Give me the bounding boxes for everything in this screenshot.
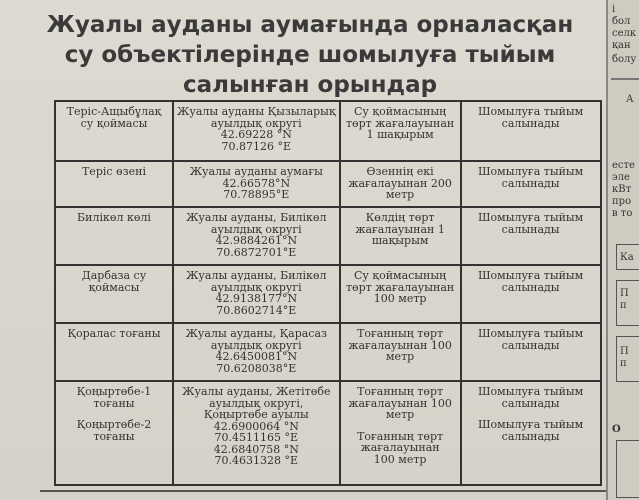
side-text: про <box>612 196 632 207</box>
water-body-name: Теріс өзені <box>55 161 173 207</box>
location-cell: Жуалы ауданы, Жетітөбе ауылдық округі, Қоңыртөбе ауылы 42.6900064 °N 70.4511165 °E 42.6840758 °N 70.4631328 °E <box>173 381 340 485</box>
zone-cell: Су қоймасының төрт жағалауынан 100 метр <box>340 265 461 323</box>
side-text: селк <box>612 28 637 39</box>
side-text: болу <box>612 54 637 65</box>
table-row <box>55 323 601 381</box>
side-text: п <box>620 300 627 311</box>
zone-cell: Су қоймасының төрт жағалауынан 1 шақырым <box>340 101 461 161</box>
title-line-2: су объектілерінде шомылуға тыйым <box>64 42 556 68</box>
side-text: Ка <box>620 252 634 263</box>
status-cell: Шомылуға тыйым салынады <box>461 323 601 381</box>
status-cell: Шомылуға тыйым салынады <box>461 265 601 323</box>
swimming-ban-table <box>54 100 602 486</box>
water-body-name: Қоңыртөбе-1 тоғаны Қоңыртөбе-2 тоғаны <box>55 381 173 485</box>
status-cell: Шомылуға тыйым салынады <box>461 207 601 265</box>
bottom-rule <box>40 490 606 492</box>
side-text: А <box>626 94 634 105</box>
side-text: П <box>620 346 629 357</box>
status-cell: Шомылуға тыйым салынады <box>461 101 601 161</box>
location-cell: Жуалы ауданы, Қарасаз ауылдық округі 42.6450081°N 70.6208038°E <box>173 323 340 381</box>
adjacent-column-fragment <box>606 0 639 500</box>
zone-cell: Көлдің төрт жағалауынан 1 шақырым <box>340 207 461 265</box>
zone-cell: Өзеннің екі жағалауынан 200 метр <box>340 161 461 207</box>
side-text: эле <box>612 172 630 183</box>
table-row <box>55 381 601 485</box>
side-box <box>616 440 639 498</box>
article-title <box>20 10 600 100</box>
side-text: і <box>612 4 616 15</box>
location-cell: Жуалы ауданы, Билікөл ауылдық округі 42.9138177°N 70.8602714°E <box>173 265 340 323</box>
water-body-name: Қоралас тоғаны <box>55 323 173 381</box>
zone-cell: Тоғанның төрт жағалауынан 100 метр <box>340 323 461 381</box>
table-row <box>55 161 601 207</box>
side-text: в то <box>612 208 633 219</box>
location-cell: Жуалы ауданы Қызыларық ауылдық округі 42.69228 °N 70.87126 °E <box>173 101 340 161</box>
table-row <box>55 265 601 323</box>
side-divider <box>611 78 639 80</box>
zone-cell: Тоғанның төрт жағалауынан 100 метр Тоғанның төрт жағалауынан 100 метр <box>340 381 461 485</box>
side-text: қан <box>612 40 631 51</box>
side-text: П <box>620 288 629 299</box>
side-text: п <box>620 358 627 369</box>
side-text: бол <box>612 16 631 27</box>
title-line-1: Жуалы ауданы аумағында орналасқан <box>46 12 574 38</box>
status-cell: Шомылуға тыйым салынады <box>461 161 601 207</box>
location-cell: Жуалы ауданы, Билікөл ауылдық округі 42.9884261°N 70.6872701°E <box>173 207 340 265</box>
side-text: О <box>612 424 621 435</box>
water-body-name: Билікөл көлі <box>55 207 173 265</box>
water-body-name: Теріс-Ащыбұлақ су қоймасы <box>55 101 173 161</box>
side-text: есте <box>612 160 635 171</box>
table-row <box>55 207 601 265</box>
table-row <box>55 101 601 161</box>
title-line-3: салынған орындар <box>182 72 438 98</box>
status-cell: Шомылуға тыйым салынады Шомылуға тыйым салынады <box>461 381 601 485</box>
water-body-name: Дарбаза су қоймасы <box>55 265 173 323</box>
side-text: кВт <box>612 184 632 195</box>
location-cell: Жуалы ауданы аумағы 42.66578°N 70.78895°E <box>173 161 340 207</box>
